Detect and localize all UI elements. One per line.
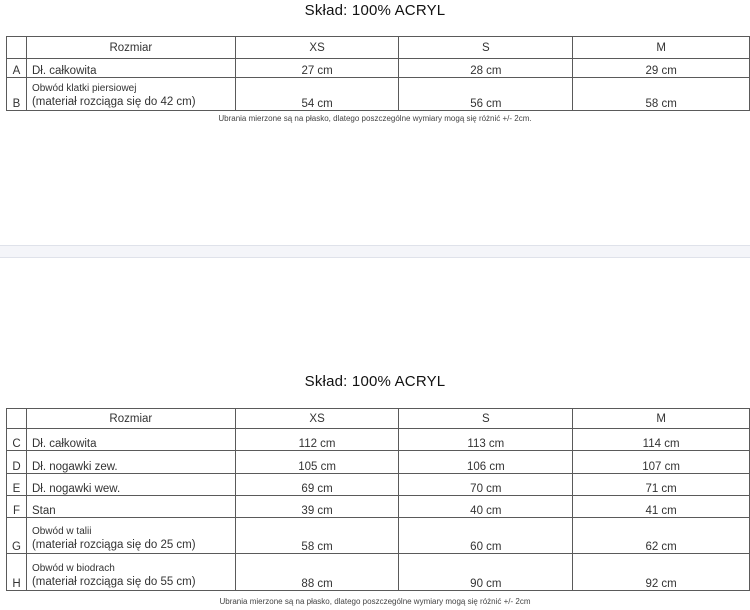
row-letter: B [7, 78, 27, 111]
row-label: (materiał rozciąga się do 42 cm) [31, 96, 196, 108]
table-row [7, 554, 750, 591]
row-value-m: 62 cm [573, 518, 750, 554]
table-row [7, 429, 750, 451]
row-label: Dł. całkowita [26, 59, 235, 78]
row-letter: G [7, 518, 27, 554]
size-table-1 [6, 36, 750, 111]
row-value-m: 58 cm [573, 78, 750, 111]
header-size-m: M [573, 409, 750, 429]
measurement-note: Ubrania mierzone są na płasko, dlatego poszczególne wymiary mogą się różnić +/- 2cm. [218, 114, 532, 123]
row-value-m: 114 cm [573, 429, 750, 451]
header-size-m: M [573, 37, 750, 59]
row-label: (materiał rozciąga się do 55 cm) [31, 576, 196, 588]
table-row [7, 78, 750, 111]
row-value-s: 60 cm [399, 518, 573, 554]
section-divider [0, 245, 750, 258]
row-value-xs: 27 cm [235, 59, 399, 78]
row-value-s: 40 cm [399, 496, 573, 518]
table-header-row [7, 409, 750, 429]
row-value-s: 106 cm [399, 451, 573, 474]
row-letter: H [7, 554, 27, 591]
measurement-note: Ubrania mierzone są na płasko, dlatego poszczególne wymiary mogą się różnić +/- 2cm [219, 597, 531, 606]
table-row [7, 451, 750, 474]
table2-title: Skład: 100% ACRYL [304, 373, 446, 390]
row-label: (materiał rozciąga się do 25 cm) [31, 539, 196, 551]
table-row [7, 59, 750, 78]
row-value-xs: 105 cm [235, 451, 399, 474]
row-value-s: 70 cm [399, 474, 573, 496]
row-value-xs: 39 cm [235, 496, 399, 518]
header-size-xs: XS [235, 37, 399, 59]
row-value-m: 92 cm [573, 554, 750, 591]
row-value-s: 113 cm [399, 429, 573, 451]
row-value-xs: 112 cm [235, 429, 399, 451]
size-table-2 [6, 408, 750, 591]
row-value-xs: 54 cm [235, 78, 399, 111]
row-letter: C [7, 429, 27, 451]
row-value-m: 29 cm [573, 59, 750, 78]
row-label: Stan [26, 496, 235, 518]
row-label: Dł. całkowita [26, 429, 235, 451]
table-row [7, 518, 750, 554]
row-value-xs: 88 cm [235, 554, 399, 591]
row-value-xs: 69 cm [235, 474, 399, 496]
header-size-s: S [399, 37, 573, 59]
row-value-m: 71 cm [573, 474, 750, 496]
row-value-s: 28 cm [399, 59, 573, 78]
row-label: Dł. nogawki wew. [26, 474, 235, 496]
table1-title: Skład: 100% ACRYL [304, 2, 446, 19]
row-letter: F [7, 496, 27, 518]
header-label: Rozmiar [26, 37, 235, 59]
row-value-m: 41 cm [573, 496, 750, 518]
table-row [7, 474, 750, 496]
row-label: Dł. nogawki zew. [26, 451, 235, 474]
row-sublabel: Obwód klatki piersiowej [31, 83, 137, 94]
row-value-s: 56 cm [399, 78, 573, 111]
row-value-xs: 58 cm [235, 518, 399, 554]
row-value-s: 90 cm [399, 554, 573, 591]
header-label: Rozmiar [26, 409, 235, 429]
header-size-xs: XS [235, 409, 399, 429]
row-sublabel: Obwód w talii [31, 526, 92, 537]
table-row [7, 496, 750, 518]
header-size-s: S [399, 409, 573, 429]
table-header-row [7, 37, 750, 59]
row-letter: D [7, 451, 27, 474]
row-letter: A [7, 59, 27, 78]
row-sublabel: Obwód w biodrach [31, 563, 115, 574]
row-letter: E [7, 474, 27, 496]
row-value-m: 107 cm [573, 451, 750, 474]
